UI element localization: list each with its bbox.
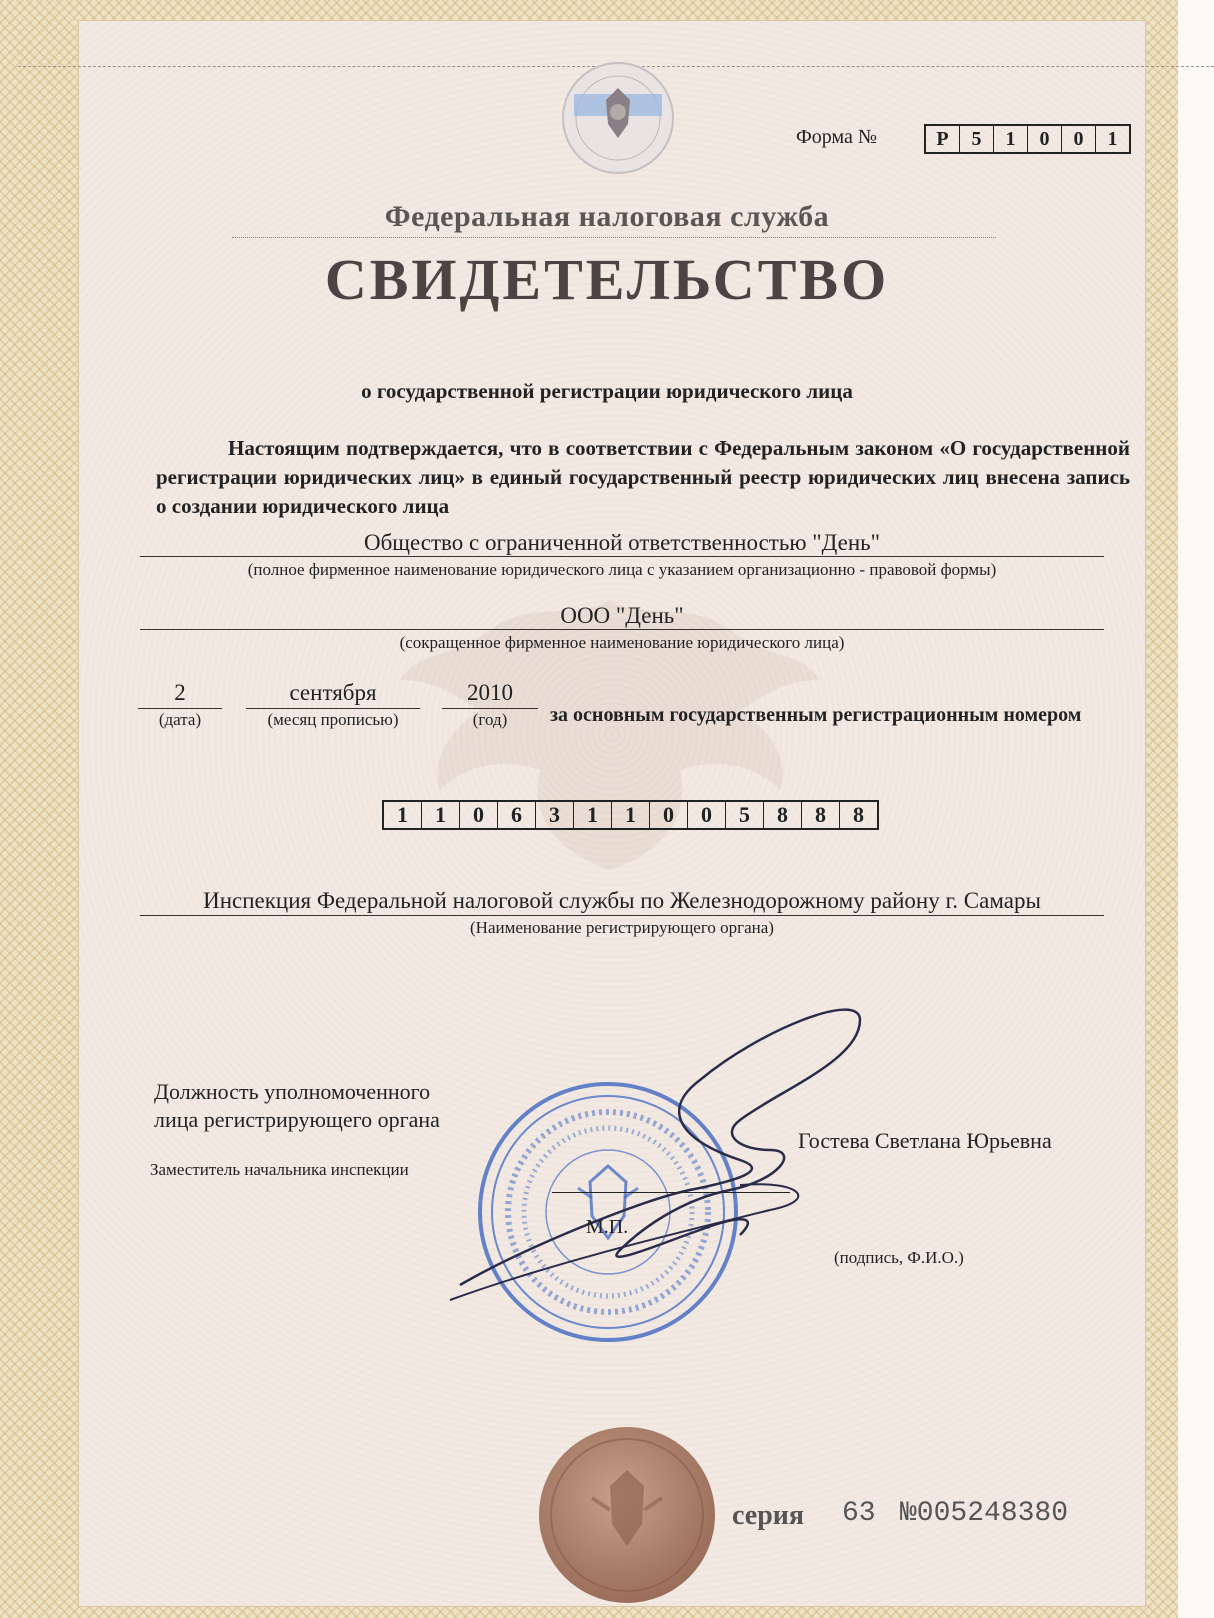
- underline: [442, 708, 538, 709]
- series-label: серия: [732, 1500, 805, 1531]
- ogrn-digit: 1: [574, 802, 612, 828]
- signature-line: [552, 1192, 790, 1193]
- registration-number-label: за основным государственным регистрационным номером: [550, 704, 1082, 726]
- form-cell: 0: [1028, 126, 1062, 152]
- position-label: [154, 1078, 440, 1134]
- underline: [140, 556, 1104, 557]
- company-full-name-hint: (полное фирменное наименование юридического лица с указанием организационно - правовой формы): [247, 560, 997, 579]
- form-cell: 0: [1062, 126, 1096, 152]
- ogrn-digit: 0: [460, 802, 498, 828]
- date-month: сентября: [289, 680, 377, 705]
- scan-margin: [1178, 0, 1214, 1618]
- position-label-line: Должность уполномоченного: [154, 1079, 431, 1104]
- handwritten-signature-icon: [440, 1000, 900, 1330]
- series-number: 63: [842, 1498, 876, 1529]
- registering-authority: Инспекция Федеральной налоговой службы по Железнодорожному району г. Самары: [203, 888, 1041, 913]
- ogrn-digit: 3: [536, 802, 574, 828]
- date-month-hint: (месяц прописью): [267, 710, 399, 729]
- issuing-service: Федеральная налоговая служба: [384, 200, 830, 233]
- form-cell: Р: [926, 126, 960, 152]
- company-short-name-hint: (сокращенное фирменное наименование юридического лица): [399, 633, 845, 652]
- underline: [246, 708, 420, 709]
- signer-name: Гостева Светлана Юрьевна: [798, 1128, 1052, 1153]
- document-title: СВИДЕТЕЛЬСТВО: [324, 247, 890, 312]
- ogrn-digit: 1: [422, 802, 460, 828]
- ogrn-digit: 6: [498, 802, 536, 828]
- ogrn-digit: 1: [612, 802, 650, 828]
- ogrn-digit: 8: [853, 802, 864, 827]
- underline: [140, 915, 1104, 916]
- ogrn-digit: 8: [764, 802, 802, 828]
- company-full-name: Общество с ограниченной ответственностью "День": [363, 530, 881, 555]
- date-year-hint: (год): [472, 710, 508, 729]
- form-cell: 5: [960, 126, 994, 152]
- embossed-seal-icon: [532, 1420, 722, 1610]
- form-number-cells: [924, 124, 1131, 154]
- ogrn-digit: 8: [802, 802, 840, 828]
- document-subtitle: о государственной регистрации юридического лица: [361, 379, 853, 403]
- ogrn-digit: 0: [650, 802, 688, 828]
- intro-text: Настоящим подтверждается, что в соответствии с Федеральным законом «О государственной регистрации юридических лиц» в единый государственный реестр юридических лиц внесена запись о создании юридического лица: [156, 436, 1130, 518]
- registering-authority-hint: (Наименование регистрирующего органа): [470, 918, 774, 937]
- divider: [232, 237, 996, 238]
- position-value: Заместитель начальника инспекции: [150, 1160, 409, 1179]
- form-cell: 1: [994, 126, 1028, 152]
- ogrn-digit: 0: [688, 802, 726, 828]
- form-cell: 1: [1107, 128, 1118, 150]
- date-year: 2010: [467, 680, 513, 705]
- ogrn-digit: 1: [384, 802, 422, 828]
- ogrn-digit: 5: [726, 802, 764, 828]
- company-short-name: ООО "День": [560, 603, 684, 628]
- position-label-line: лица регистрирующего органа: [154, 1107, 440, 1132]
- date-day-hint: (дата): [158, 710, 202, 729]
- underline: [138, 708, 222, 709]
- stamp-place-label: М.П.: [586, 1216, 629, 1238]
- hologram-emblem-icon: [560, 60, 676, 176]
- signature-hint: (подпись, Ф.И.О.): [834, 1248, 964, 1267]
- certificate-number: №005248380: [900, 1498, 1069, 1529]
- intro-paragraph: [156, 434, 1130, 521]
- ogrn-number: [382, 800, 879, 830]
- form-number-label: Форма №: [796, 126, 877, 148]
- date-day: 2: [174, 680, 186, 705]
- underline: [140, 629, 1104, 630]
